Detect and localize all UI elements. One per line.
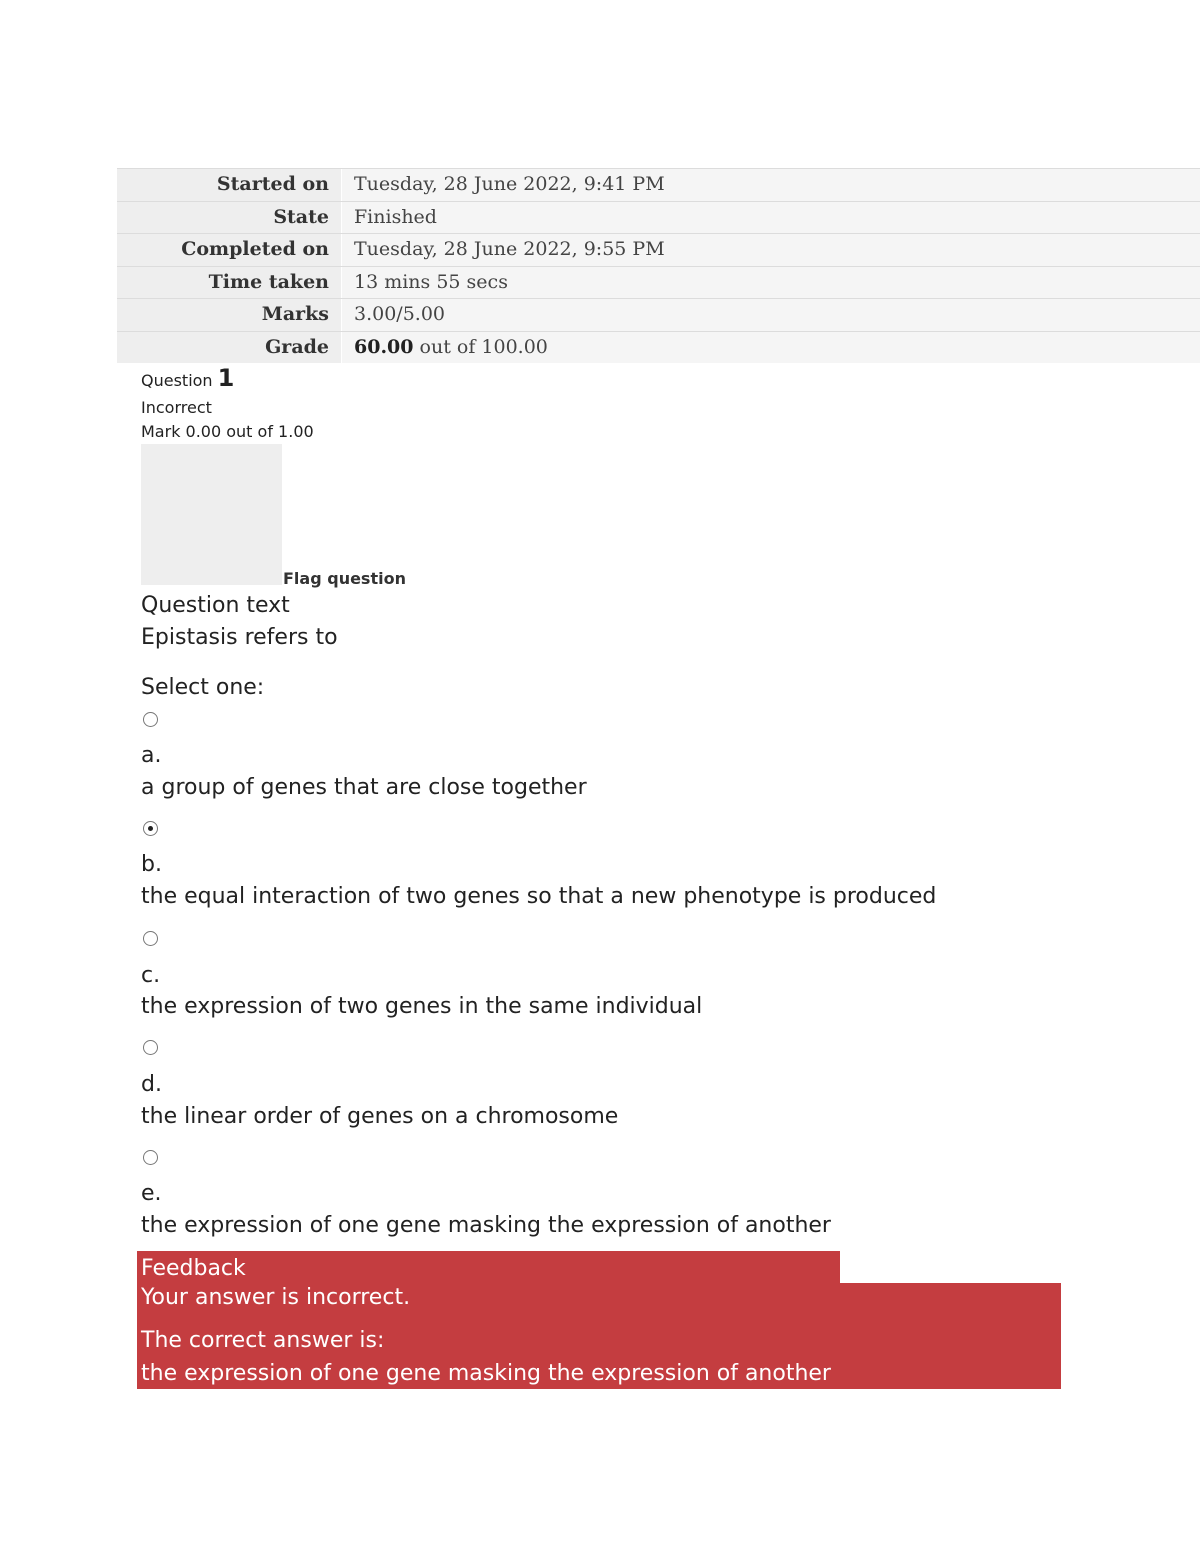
option-b-text[interactable]: the equal interaction of two genes so that a new phenotype is produced bbox=[141, 884, 937, 909]
question-text-label: Question text bbox=[141, 593, 290, 618]
select-prompt: Select one: bbox=[141, 675, 265, 700]
attempt-summary-table bbox=[117, 168, 1200, 363]
option-d-text[interactable]: the linear order of genes on a chromosome bbox=[141, 1104, 619, 1129]
correct-answer-label: The correct answer is: bbox=[141, 1328, 385, 1353]
option-a-letter: a. bbox=[141, 743, 162, 768]
question-state: Incorrect bbox=[141, 398, 212, 417]
summary-value: Tuesday, 28 June 2022, 9:41 PM bbox=[341, 169, 1200, 201]
summary-row-completed bbox=[117, 233, 1200, 266]
summary-label: Started on bbox=[117, 169, 341, 201]
grade-out-of: out of 100.00 bbox=[413, 335, 548, 358]
option-c-text[interactable]: the expression of two genes in the same individual bbox=[141, 994, 703, 1019]
summary-label: Time taken bbox=[117, 267, 341, 299]
option-c-letter: c. bbox=[141, 963, 161, 988]
summary-label: Grade bbox=[117, 332, 341, 364]
summary-row-time-taken bbox=[117, 266, 1200, 299]
option-d-letter: d. bbox=[141, 1072, 162, 1097]
question-number bbox=[141, 364, 234, 392]
option-e-letter: e. bbox=[141, 1181, 162, 1206]
option-e-radio[interactable] bbox=[143, 1150, 158, 1165]
correct-answer-text: the expression of one gene masking the expression of another bbox=[141, 1361, 831, 1386]
question-text: Epistasis refers to bbox=[141, 625, 338, 650]
option-a-radio[interactable] bbox=[143, 712, 158, 727]
summary-row-started bbox=[117, 168, 1200, 201]
summary-value: Finished bbox=[341, 202, 1200, 234]
flag-icon[interactable] bbox=[141, 444, 282, 585]
summary-value: 13 mins 55 secs bbox=[341, 267, 1200, 299]
grade-score: 60.00 bbox=[354, 335, 414, 358]
feedback-panel bbox=[137, 1283, 1061, 1389]
option-c-radio[interactable] bbox=[143, 931, 158, 946]
question-label: Question bbox=[141, 371, 213, 390]
option-b-radio[interactable] bbox=[143, 821, 158, 836]
option-a-text[interactable]: a group of genes that are close together bbox=[141, 775, 587, 800]
summary-value: Tuesday, 28 June 2022, 9:55 PM bbox=[341, 234, 1200, 266]
summary-value bbox=[341, 332, 1200, 364]
summary-label: Marks bbox=[117, 299, 341, 331]
feedback-heading: Feedback bbox=[137, 1251, 840, 1283]
summary-row-marks bbox=[117, 298, 1200, 331]
summary-label: Completed on bbox=[117, 234, 341, 266]
option-e-text[interactable]: the expression of one gene masking the expression of another bbox=[141, 1213, 831, 1238]
option-b-letter: b. bbox=[141, 852, 162, 877]
flag-question-link[interactable]: Flag question bbox=[283, 569, 406, 588]
option-d-radio[interactable] bbox=[143, 1040, 158, 1055]
summary-label: State bbox=[117, 202, 341, 234]
summary-row-state bbox=[117, 201, 1200, 234]
question-mark: Mark 0.00 out of 1.00 bbox=[141, 422, 314, 441]
summary-row-grade bbox=[117, 331, 1200, 364]
question-number-value: 1 bbox=[217, 364, 235, 392]
feedback-result: Your answer is incorrect. bbox=[141, 1285, 411, 1310]
summary-value: 3.00/5.00 bbox=[341, 299, 1200, 331]
